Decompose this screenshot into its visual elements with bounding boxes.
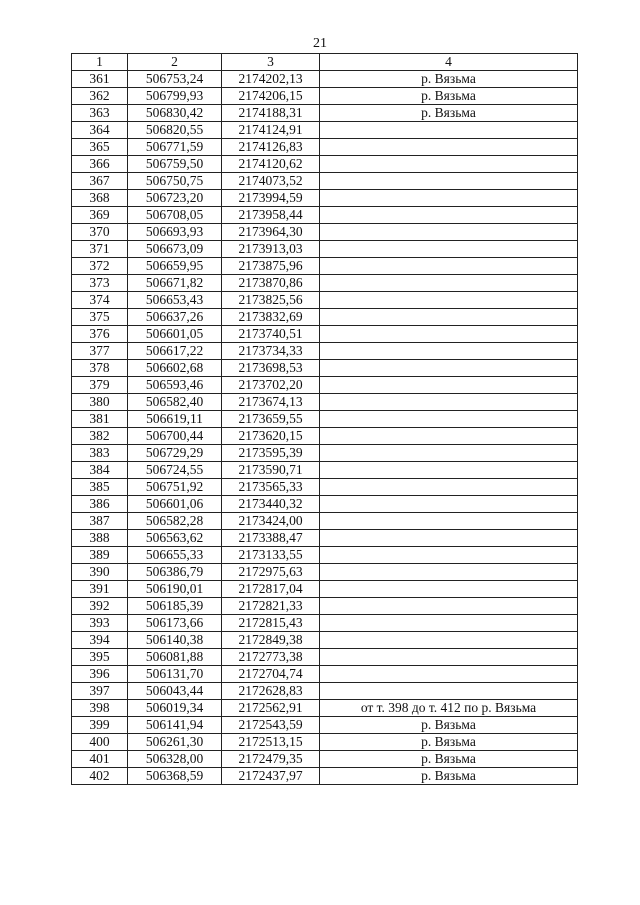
table-row: [72, 530, 578, 547]
x-coordinate-cell: 506601,06: [128, 496, 222, 513]
table-row: [72, 71, 578, 88]
note-cell: от т. 398 до т. 412 по р. Вязьма: [320, 700, 578, 717]
x-coordinate-cell: 506081,88: [128, 649, 222, 666]
y-coordinate-cell: 2173698,53: [222, 360, 320, 377]
note-cell: р. Вязьма: [320, 105, 578, 122]
y-coordinate-cell: 2173832,69: [222, 309, 320, 326]
table-row: [72, 598, 578, 615]
note-cell: р. Вязьма: [320, 751, 578, 768]
x-coordinate-cell: 506261,30: [128, 734, 222, 751]
x-coordinate-cell: 506140,38: [128, 632, 222, 649]
y-coordinate-cell: 2173825,56: [222, 292, 320, 309]
x-coordinate-cell: 506619,11: [128, 411, 222, 428]
y-coordinate-cell: 2172543,59: [222, 717, 320, 734]
note-cell: [320, 530, 578, 547]
coordinates-table: [71, 53, 578, 785]
point-number-cell: 387: [72, 513, 128, 530]
x-coordinate-cell: 506563,62: [128, 530, 222, 547]
point-number-cell: 378: [72, 360, 128, 377]
y-coordinate-cell: 2174073,52: [222, 173, 320, 190]
note-cell: [320, 309, 578, 326]
table-row: [72, 768, 578, 785]
table-row: [72, 462, 578, 479]
x-coordinate-cell: 506751,92: [128, 479, 222, 496]
table-row: [72, 632, 578, 649]
table-row: [72, 428, 578, 445]
column-header-2: 2: [128, 54, 222, 71]
y-coordinate-cell: 2174188,31: [222, 105, 320, 122]
table-row: [72, 207, 578, 224]
table-header-row: [72, 54, 578, 71]
table-row: [72, 88, 578, 105]
note-cell: р. Вязьма: [320, 734, 578, 751]
table-row: [72, 513, 578, 530]
y-coordinate-cell: 2173565,33: [222, 479, 320, 496]
y-coordinate-cell: 2173595,39: [222, 445, 320, 462]
table-body: [72, 71, 578, 785]
note-cell: [320, 479, 578, 496]
note-cell: [320, 292, 578, 309]
y-coordinate-cell: 2172562,91: [222, 700, 320, 717]
x-coordinate-cell: 506617,22: [128, 343, 222, 360]
x-coordinate-cell: 506753,24: [128, 71, 222, 88]
point-number-cell: 375: [72, 309, 128, 326]
note-cell: [320, 190, 578, 207]
point-number-cell: 393: [72, 615, 128, 632]
y-coordinate-cell: 2172628,83: [222, 683, 320, 700]
y-coordinate-cell: 2172773,38: [222, 649, 320, 666]
note-cell: [320, 564, 578, 581]
y-coordinate-cell: 2173659,55: [222, 411, 320, 428]
note-cell: [320, 139, 578, 156]
x-coordinate-cell: 506653,43: [128, 292, 222, 309]
point-number-cell: 371: [72, 241, 128, 258]
x-coordinate-cell: 506131,70: [128, 666, 222, 683]
note-cell: [320, 411, 578, 428]
table-row: [72, 258, 578, 275]
point-number-cell: 401: [72, 751, 128, 768]
table-row: [72, 377, 578, 394]
x-coordinate-cell: 506655,33: [128, 547, 222, 564]
point-number-cell: 372: [72, 258, 128, 275]
point-number-cell: 391: [72, 581, 128, 598]
y-coordinate-cell: 2172704,74: [222, 666, 320, 683]
y-coordinate-cell: 2174206,15: [222, 88, 320, 105]
note-cell: [320, 683, 578, 700]
column-header-3: 3: [222, 54, 320, 71]
note-cell: [320, 360, 578, 377]
table-row: [72, 241, 578, 258]
x-coordinate-cell: 506799,93: [128, 88, 222, 105]
point-number-cell: 383: [72, 445, 128, 462]
point-number-cell: 389: [72, 547, 128, 564]
table-row: [72, 700, 578, 717]
table-row: [72, 190, 578, 207]
y-coordinate-cell: 2173870,86: [222, 275, 320, 292]
note-cell: [320, 632, 578, 649]
table-row: [72, 343, 578, 360]
table-row: [72, 717, 578, 734]
note-cell: [320, 462, 578, 479]
x-coordinate-cell: 506637,26: [128, 309, 222, 326]
note-cell: [320, 445, 578, 462]
note-cell: [320, 326, 578, 343]
point-number-cell: 402: [72, 768, 128, 785]
table-row: [72, 683, 578, 700]
x-coordinate-cell: 506386,79: [128, 564, 222, 581]
note-cell: [320, 581, 578, 598]
table-row: [72, 139, 578, 156]
x-coordinate-cell: 506593,46: [128, 377, 222, 394]
point-number-cell: 370: [72, 224, 128, 241]
note-cell: [320, 428, 578, 445]
point-number-cell: 395: [72, 649, 128, 666]
point-number-cell: 388: [72, 530, 128, 547]
point-number-cell: 385: [72, 479, 128, 496]
y-coordinate-cell: 2172817,04: [222, 581, 320, 598]
table-row: [72, 173, 578, 190]
x-coordinate-cell: 506043,44: [128, 683, 222, 700]
note-cell: [320, 258, 578, 275]
point-number-cell: 373: [72, 275, 128, 292]
y-coordinate-cell: 2173590,71: [222, 462, 320, 479]
point-number-cell: 400: [72, 734, 128, 751]
x-coordinate-cell: 506693,93: [128, 224, 222, 241]
x-coordinate-cell: 506759,50: [128, 156, 222, 173]
table-row: [72, 224, 578, 241]
x-coordinate-cell: 506602,68: [128, 360, 222, 377]
x-coordinate-cell: 506771,59: [128, 139, 222, 156]
point-number-cell: 386: [72, 496, 128, 513]
x-coordinate-cell: 506019,34: [128, 700, 222, 717]
x-coordinate-cell: 506724,55: [128, 462, 222, 479]
x-coordinate-cell: 506582,28: [128, 513, 222, 530]
table-row: [72, 360, 578, 377]
y-coordinate-cell: 2172437,97: [222, 768, 320, 785]
point-number-cell: 384: [72, 462, 128, 479]
point-number-cell: 362: [72, 88, 128, 105]
x-coordinate-cell: 506820,55: [128, 122, 222, 139]
x-coordinate-cell: 506141,94: [128, 717, 222, 734]
y-coordinate-cell: 2173388,47: [222, 530, 320, 547]
y-coordinate-cell: 2173958,44: [222, 207, 320, 224]
note-cell: р. Вязьма: [320, 71, 578, 88]
note-cell: р. Вязьма: [320, 717, 578, 734]
x-coordinate-cell: 506368,59: [128, 768, 222, 785]
note-cell: [320, 343, 578, 360]
column-header-4: 4: [320, 54, 578, 71]
x-coordinate-cell: 506185,39: [128, 598, 222, 615]
x-coordinate-cell: 506830,42: [128, 105, 222, 122]
x-coordinate-cell: 506673,09: [128, 241, 222, 258]
table-row: [72, 411, 578, 428]
point-number-cell: 361: [72, 71, 128, 88]
point-number-cell: 399: [72, 717, 128, 734]
note-cell: [320, 156, 578, 173]
y-coordinate-cell: 2173674,13: [222, 394, 320, 411]
table-row: [72, 564, 578, 581]
x-coordinate-cell: 506729,29: [128, 445, 222, 462]
note-cell: [320, 598, 578, 615]
y-coordinate-cell: 2172821,33: [222, 598, 320, 615]
note-cell: р. Вязьма: [320, 768, 578, 785]
table-row: [72, 105, 578, 122]
point-number-cell: 368: [72, 190, 128, 207]
table-row: [72, 751, 578, 768]
y-coordinate-cell: 2172479,35: [222, 751, 320, 768]
point-number-cell: 390: [72, 564, 128, 581]
x-coordinate-cell: 506723,20: [128, 190, 222, 207]
x-coordinate-cell: 506328,00: [128, 751, 222, 768]
y-coordinate-cell: 2173702,20: [222, 377, 320, 394]
note-cell: [320, 207, 578, 224]
point-number-cell: 367: [72, 173, 128, 190]
y-coordinate-cell: 2172513,15: [222, 734, 320, 751]
point-number-cell: 374: [72, 292, 128, 309]
note-cell: [320, 241, 578, 258]
note-cell: [320, 394, 578, 411]
point-number-cell: 394: [72, 632, 128, 649]
x-coordinate-cell: 506708,05: [128, 207, 222, 224]
table-row: [72, 445, 578, 462]
x-coordinate-cell: 506601,05: [128, 326, 222, 343]
point-number-cell: 380: [72, 394, 128, 411]
y-coordinate-cell: 2174124,91: [222, 122, 320, 139]
note-cell: [320, 649, 578, 666]
point-number-cell: 365: [72, 139, 128, 156]
point-number-cell: 379: [72, 377, 128, 394]
table-row: [72, 309, 578, 326]
table-row: [72, 122, 578, 139]
column-header-1: 1: [72, 54, 128, 71]
point-number-cell: 376: [72, 326, 128, 343]
note-cell: [320, 513, 578, 530]
x-coordinate-cell: 506582,40: [128, 394, 222, 411]
note-cell: [320, 275, 578, 292]
note-cell: [320, 615, 578, 632]
y-coordinate-cell: 2173424,00: [222, 513, 320, 530]
note-cell: [320, 224, 578, 241]
note-cell: р. Вязьма: [320, 88, 578, 105]
table-row: [72, 615, 578, 632]
x-coordinate-cell: 506659,95: [128, 258, 222, 275]
table-row: [72, 649, 578, 666]
point-number-cell: 364: [72, 122, 128, 139]
x-coordinate-cell: 506173,66: [128, 615, 222, 632]
note-cell: [320, 377, 578, 394]
point-number-cell: 366: [72, 156, 128, 173]
y-coordinate-cell: 2173133,55: [222, 547, 320, 564]
page-number: 21: [313, 36, 327, 51]
table-row: [72, 156, 578, 173]
table-row: [72, 734, 578, 751]
note-cell: [320, 666, 578, 683]
point-number-cell: 398: [72, 700, 128, 717]
y-coordinate-cell: 2173440,32: [222, 496, 320, 513]
table-row: [72, 666, 578, 683]
y-coordinate-cell: 2174120,62: [222, 156, 320, 173]
y-coordinate-cell: 2174202,13: [222, 71, 320, 88]
note-cell: [320, 547, 578, 564]
point-number-cell: 396: [72, 666, 128, 683]
y-coordinate-cell: 2173734,33: [222, 343, 320, 360]
y-coordinate-cell: 2173913,03: [222, 241, 320, 258]
note-cell: [320, 173, 578, 190]
y-coordinate-cell: 2173875,96: [222, 258, 320, 275]
point-number-cell: 369: [72, 207, 128, 224]
table-row: [72, 496, 578, 513]
table-row: [72, 479, 578, 496]
y-coordinate-cell: 2173994,59: [222, 190, 320, 207]
y-coordinate-cell: 2174126,83: [222, 139, 320, 156]
table-row: [72, 275, 578, 292]
point-number-cell: 381: [72, 411, 128, 428]
x-coordinate-cell: 506750,75: [128, 173, 222, 190]
table-row: [72, 292, 578, 309]
x-coordinate-cell: 506671,82: [128, 275, 222, 292]
x-coordinate-cell: 506700,44: [128, 428, 222, 445]
x-coordinate-cell: 506190,01: [128, 581, 222, 598]
point-number-cell: 392: [72, 598, 128, 615]
note-cell: [320, 122, 578, 139]
table-row: [72, 326, 578, 343]
table-row: [72, 547, 578, 564]
table-row: [72, 394, 578, 411]
y-coordinate-cell: 2173620,15: [222, 428, 320, 445]
y-coordinate-cell: 2172975,63: [222, 564, 320, 581]
table-row: [72, 581, 578, 598]
point-number-cell: 382: [72, 428, 128, 445]
y-coordinate-cell: 2172849,38: [222, 632, 320, 649]
note-cell: [320, 496, 578, 513]
point-number-cell: 363: [72, 105, 128, 122]
point-number-cell: 397: [72, 683, 128, 700]
y-coordinate-cell: 2172815,43: [222, 615, 320, 632]
y-coordinate-cell: 2173964,30: [222, 224, 320, 241]
y-coordinate-cell: 2173740,51: [222, 326, 320, 343]
point-number-cell: 377: [72, 343, 128, 360]
